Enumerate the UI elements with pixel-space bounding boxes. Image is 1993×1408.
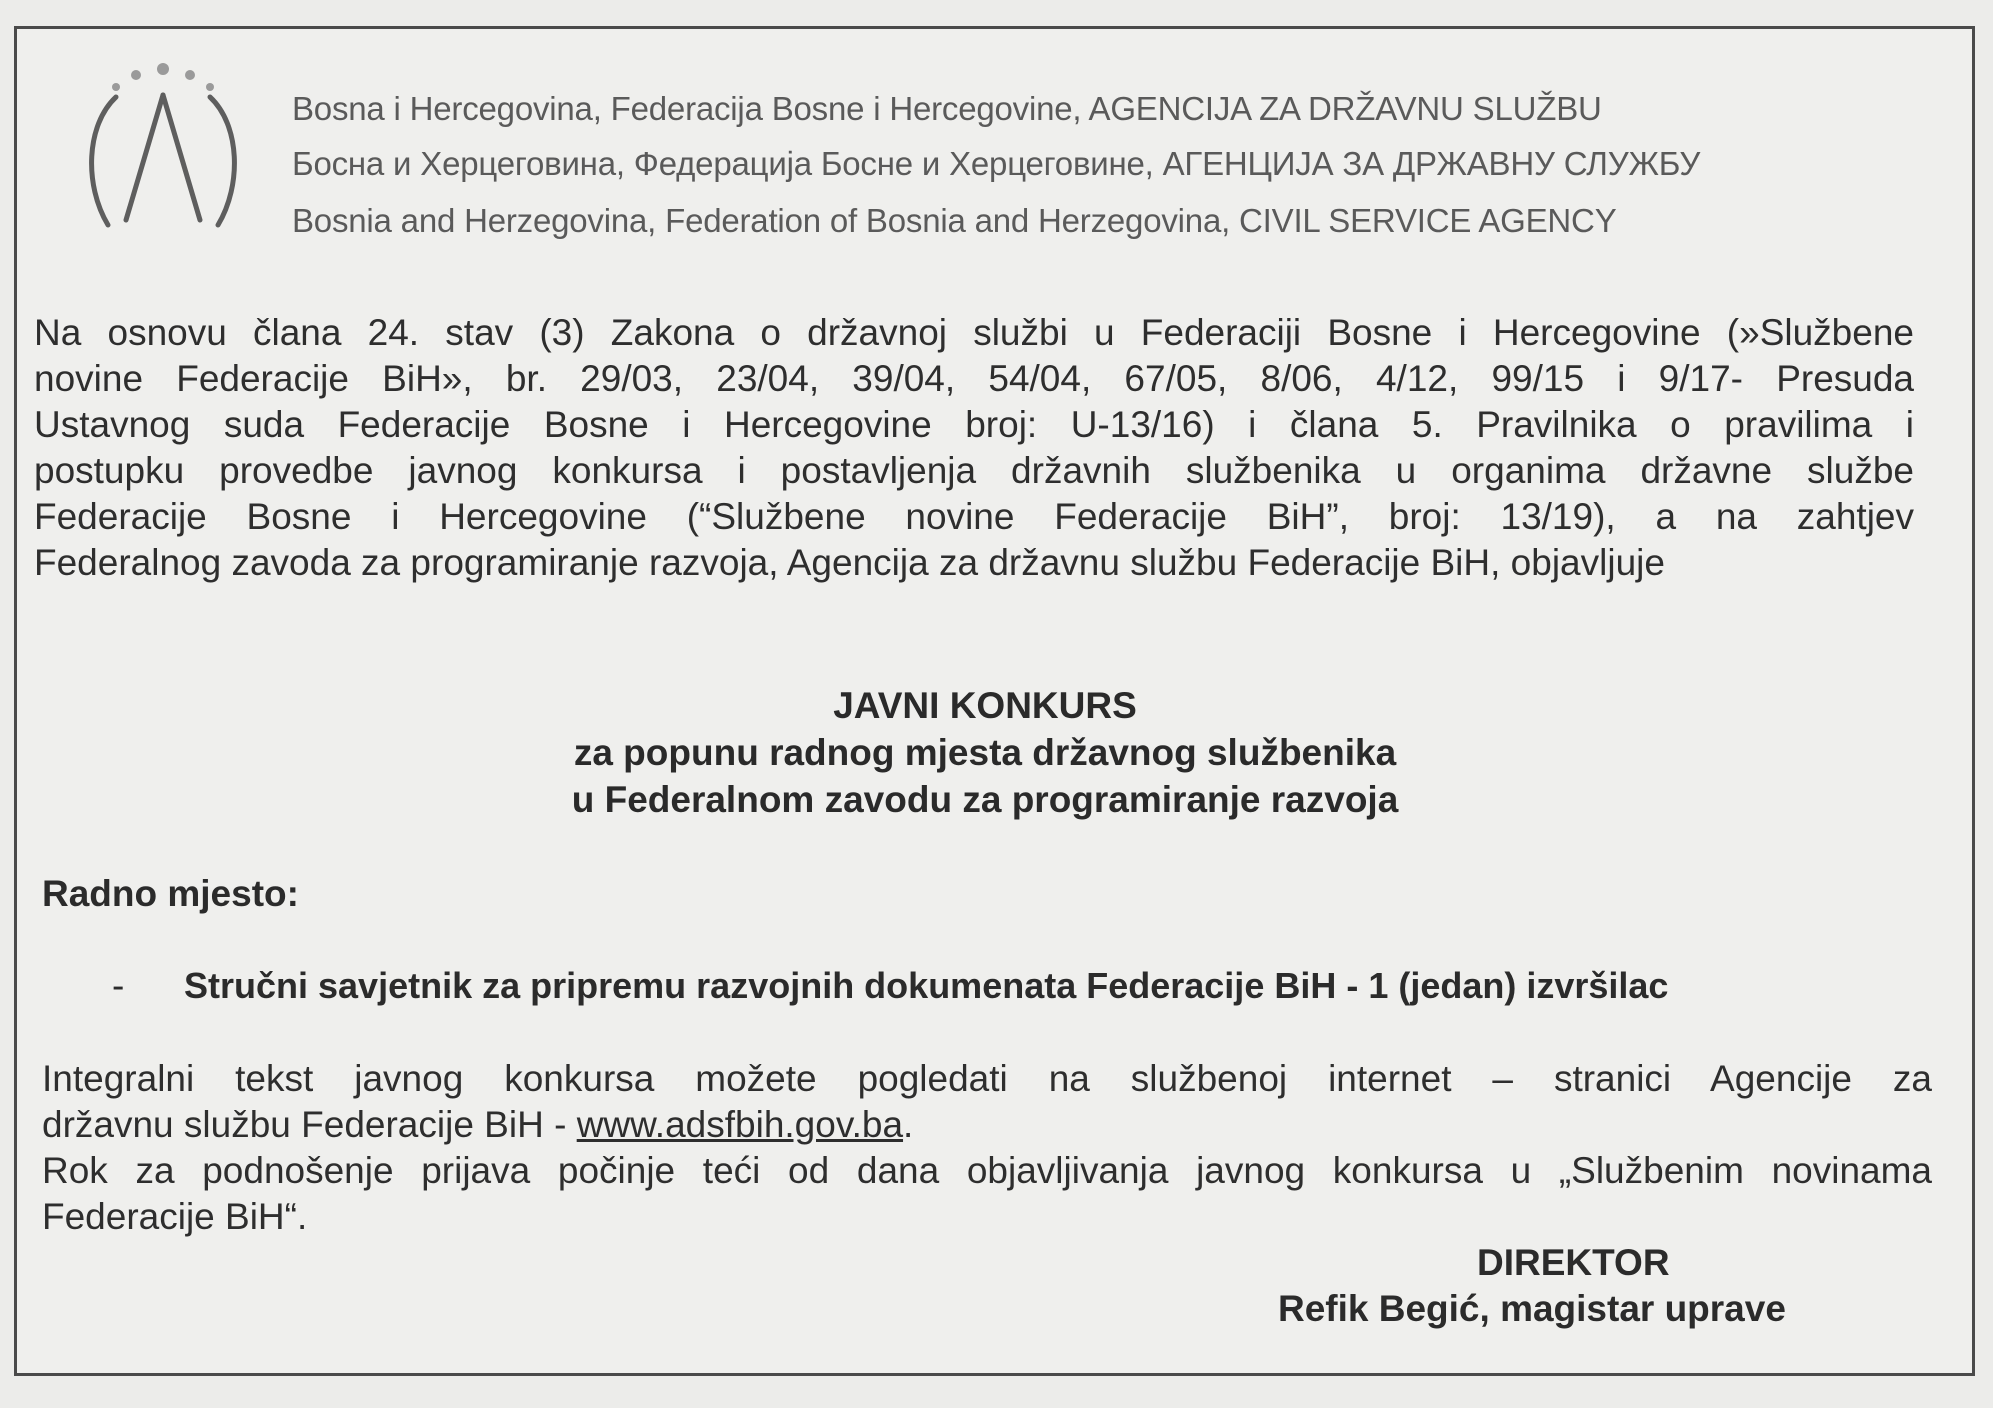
closing-line (42, 1102, 1932, 1148)
intro-paragraph (34, 310, 1914, 586)
agency-logo (78, 55, 248, 235)
intro-line: novine Federacije BiH», br. 29/03, 23/04, 39/04, 54/04, 67/05, 8/06, 4/12, 99/15 i 9/17- Presuda (34, 358, 1914, 399)
intro-line: Federalnog zavoda za programiranje razvoja, Agencija za državnu službu Federacije BiH, objavljuje (34, 542, 1665, 583)
closing-line: Integralni tekst javnog konkursa možete pogledati na službenoj internet – stranici Agencije za (42, 1058, 1932, 1099)
agency-website-link[interactable]: www.adsfbih.gov.ba (576, 1104, 904, 1145)
signature-role: DIREKTOR (1477, 1242, 1670, 1283)
notice-subtitle-2: u Federalnom zavodu za programiranje razvoja (571, 779, 1399, 820)
position-bullet: - (112, 965, 125, 1006)
header-line-cyrillic: Босна и Херцеговина, Федерација Босне и Херцеговине, АГЕНЦИЈА ЗА ДРЖАВНУ СЛУЖБУ (292, 145, 1701, 182)
header-line-english: Bosnia and Herzegovina, Federation of Bosnia and Herzegovina, CIVIL SERVICE AGENCY (292, 202, 1617, 239)
signature-name: Refik Begić, magistar uprave (1278, 1288, 1786, 1329)
intro-line: Ustavnog suda Federacije Bosne i Hercegovine broj: U-13/16) i člana 5. Pravilnika o pravilima i (34, 404, 1914, 445)
intro-line: Federacije Bosne i Hercegovine (“Službene novine Federacije BiH”, broj: 13/19), a na zahtjev (34, 496, 1914, 537)
notice-subtitle-1: za popunu radnog mjesta državnog službenika (573, 732, 1397, 773)
position-heading: Radno mjesto: (42, 873, 299, 914)
closing-line-text: državnu službu Federacije BiH - (42, 1104, 577, 1145)
closing-line: Rok za podnošenje prijava počinje teći od dana objavljivanja javnog konkursa u „Službenim novinama (42, 1150, 1932, 1191)
closing-line: Federacije BiH“. (42, 1196, 308, 1237)
header-line-bosnian: Bosna i Hercegovina, Federacija Bosne i Hercegovine, AGENCIJA ZA DRŽAVNU SLUŽBU (292, 90, 1602, 127)
closing-paragraph (42, 1056, 1932, 1240)
closing-line-period: . (903, 1104, 914, 1145)
position-item: Stručni savjetnik za pripremu razvojnih dokumenata Federacije BiH - 1 (jedan) izvršilac (184, 965, 1669, 1006)
intro-line: postupku provedbe javnog konkursa i postavljenja državnih službenika u organima državne službe (34, 450, 1914, 491)
intro-line: Na osnovu člana 24. stav (3) Zakona o državnoj službi u Federaciji Bosne i Hercegovine (»Službene (34, 312, 1914, 353)
notice-title: JAVNI KONKURS (833, 685, 1137, 726)
